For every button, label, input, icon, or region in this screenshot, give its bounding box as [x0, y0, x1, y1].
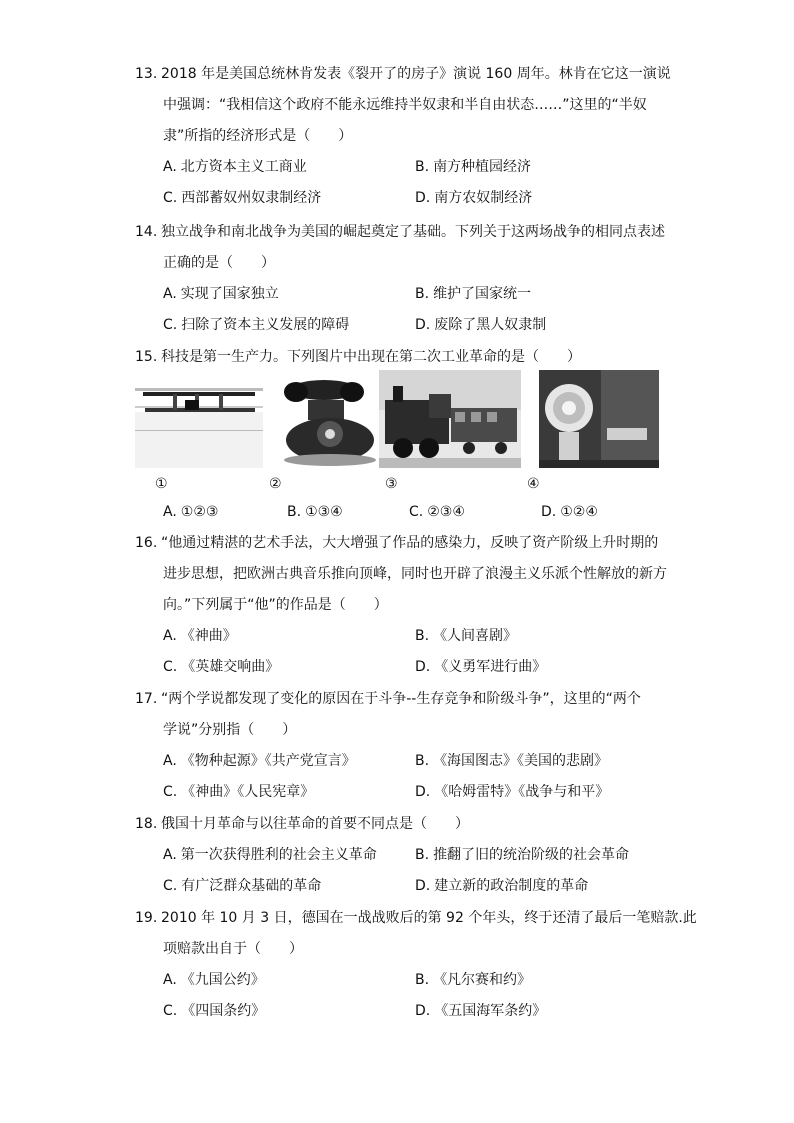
option-b[interactable]: B. 《海国图志》《美国的悲剧》	[415, 753, 609, 769]
question-number: 14.	[135, 224, 158, 240]
picture-label-2: ②	[269, 476, 282, 492]
question-number: 18.	[135, 816, 158, 832]
option-b[interactable]: B. 维护了国家统一	[415, 286, 532, 302]
picture-label-3: ③	[385, 476, 398, 492]
question-text-line: 向。”下列属于“他”的作品是（ ）	[163, 597, 388, 613]
question-number: 15.	[135, 349, 158, 365]
options-row	[163, 621, 695, 652]
option-d[interactable]: D. 南方农奴制经济	[415, 190, 533, 206]
options-row	[163, 965, 695, 996]
option-a[interactable]: A. 北方资本主义工商业	[163, 159, 307, 175]
question-number: 16.	[135, 535, 158, 551]
question-15-pictures	[135, 370, 665, 500]
option-b[interactable]: B. 推翻了旧的统治阶级的社会革命	[415, 847, 630, 863]
option-b[interactable]: B. 《凡尔赛和约》	[415, 972, 532, 988]
options-row	[163, 777, 695, 808]
telephone-photo	[280, 370, 378, 468]
question-text-line: 正确的是（ ）	[163, 255, 275, 271]
options-row	[163, 652, 695, 683]
options-row	[163, 871, 695, 902]
options-row	[163, 497, 695, 528]
option-d[interactable]: D. 《哈姆雷特》《战争与和平》	[415, 784, 610, 800]
question-text-line: 项赔款出自于（ ）	[163, 941, 303, 957]
question-text-line: 俄国十月革命与以往革命的首要不同点是（ ）	[161, 816, 469, 832]
lightbulb-photo	[539, 370, 659, 468]
option-c[interactable]: C. 西部蓄奴州奴隶制经济	[163, 190, 322, 206]
option-a[interactable]: A. 实现了国家独立	[163, 286, 279, 302]
option-c[interactable]: C. 有广泛群众基础的革命	[163, 878, 322, 894]
question-text-line: 科技是第一生产力。下列图片中出现在第二次工业革命的是（ ）	[161, 349, 581, 365]
question-text-line: 中强调：“我相信这个政府不能永远维持半奴隶和半自由状态……”这里的“半奴	[163, 97, 647, 113]
option-a[interactable]: A. 《物种起源》《共产党宣言》	[163, 753, 356, 769]
question-text-line: 进步思想，把欧洲古典音乐推向顶峰，同时也开辟了浪漫主义乐派个性解放的新方	[163, 566, 667, 582]
option-a[interactable]: A. 第一次获得胜利的社会主义革命	[163, 847, 377, 863]
question-number: 17.	[135, 691, 158, 707]
options-row	[163, 840, 695, 871]
option-a[interactable]: A. 《九国公约》	[163, 972, 265, 988]
option-c[interactable]: C. 《神曲》《人民宪章》	[163, 784, 315, 800]
question-text-line: 学说”分别指（ ）	[163, 722, 297, 738]
question-15-options	[135, 497, 695, 528]
question-text-line: 2010 年 10 月 3 日，德国在一战战败后的第 92 个年头，终于还清了最后一笔赔款.此	[161, 910, 697, 926]
options-row	[163, 746, 695, 777]
question-17	[135, 684, 695, 808]
option-d[interactable]: D. 《义勇军进行曲》	[415, 659, 547, 675]
question-16	[135, 528, 695, 683]
question-text-line: 隶”所指的经济形式是（ ）	[163, 128, 353, 144]
option-c[interactable]: C. 《四国条约》	[163, 1003, 266, 1019]
question-text-line: 独立战争和南北战争为美国的崛起奠定了基础。下列关于这两场战争的相同点表述	[161, 224, 665, 240]
question-18	[135, 809, 695, 902]
picture-label-1: ①	[155, 476, 168, 492]
option-c[interactable]: C. ②③④	[409, 504, 465, 520]
airplane-photo	[135, 370, 263, 468]
option-d[interactable]: D. ①②④	[541, 504, 598, 520]
question-text-line: “两个学说都发现了变化的原因在于斗争--生存竞争和阶级斗争”，这里的“两个	[161, 691, 641, 707]
question-15	[135, 342, 695, 373]
options-row	[163, 310, 695, 341]
question-13	[135, 59, 695, 214]
question-number: 13.	[135, 66, 158, 82]
option-d[interactable]: D. 《五国海军条约》	[415, 1003, 547, 1019]
options-row	[163, 183, 695, 214]
options-row	[163, 152, 695, 183]
option-a[interactable]: A. ①②③	[163, 504, 219, 520]
option-b[interactable]: B. 《人间喜剧》	[415, 628, 518, 644]
question-14	[135, 217, 695, 341]
picture-label-4: ④	[527, 476, 540, 492]
option-d[interactable]: D. 废除了黑人奴隶制	[415, 317, 547, 333]
locomotive-photo	[379, 370, 521, 468]
option-c[interactable]: C. 《英雄交响曲》	[163, 659, 280, 675]
option-b[interactable]: B. ①③④	[287, 504, 343, 520]
option-b[interactable]: B. 南方种植园经济	[415, 159, 532, 175]
question-number: 19.	[135, 910, 158, 926]
question-text-line: 2018 年是美国总统林肯发表《裂开了的房子》演说 160 周年。林肯在它这一演说	[161, 66, 671, 82]
question-text-line: “他通过精湛的艺术手法，大大增强了作品的感染力，反映了资产阶级上升时期的	[161, 535, 659, 551]
question-19	[135, 903, 695, 1027]
option-a[interactable]: A. 《神曲》	[163, 628, 237, 644]
option-d[interactable]: D. 建立新的政治制度的革命	[415, 878, 589, 894]
options-row	[163, 279, 695, 310]
option-c[interactable]: C. 扫除了资本主义发展的障碍	[163, 317, 350, 333]
options-row	[163, 996, 695, 1027]
